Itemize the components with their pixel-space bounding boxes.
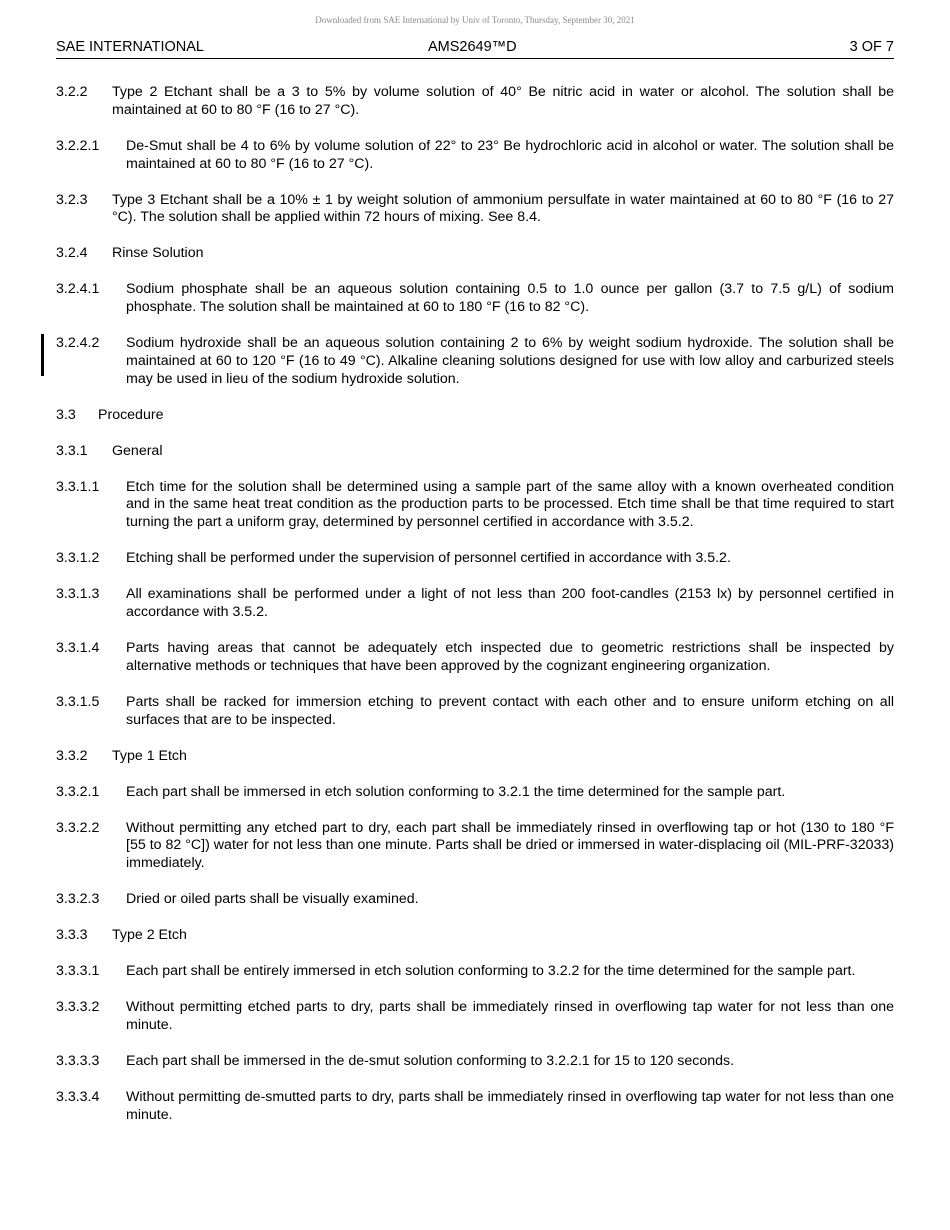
- download-watermark: Downloaded from SAE International by Univ of Toronto, Thursday, September 30, 2021: [315, 15, 635, 25]
- page-header: [56, 38, 894, 59]
- section-3-3-2: [56, 748, 894, 766]
- section-text: Each part shall be immersed in etch solution conforming to 3.2.1 the time determined for the sample part.: [126, 783, 786, 800]
- section-number: 3.3.3.3: [56, 1052, 100, 1069]
- section-3-2-4: [56, 245, 894, 263]
- section-number: 3.3.1: [56, 442, 88, 459]
- section-text: General: [112, 442, 163, 459]
- section-number: 3.3.1.3: [56, 586, 100, 603]
- section-3-3-1-4: [56, 640, 894, 676]
- section-3-3-3-4: [56, 1089, 894, 1125]
- section-number: 3.3.2.1: [56, 783, 100, 800]
- section-text: Without permitting etched parts to dry, parts shall be immediately rinsed in overflowing tap water for not less than one minute.: [126, 999, 894, 1033]
- section-3-3-3-3: [56, 1053, 894, 1071]
- section-text: Type 2 Etchant shall be a 3 to 5% by volume solution of 40° Be nitric acid in water or alcohol. The solution shall be maintained at 60 to 80 °F (16 to 27 °C).: [112, 84, 894, 118]
- section-number: 3.2.4: [56, 245, 88, 262]
- section-3-2-2-1: [56, 138, 894, 174]
- section-3-3-2-2: [56, 820, 894, 873]
- section-3-3-1-2: [56, 550, 894, 568]
- header-page-number: 3 OF 7: [849, 39, 894, 55]
- section-text: Type 3 Etchant shall be a 10% ± 1 by weight solution of ammonium persulfate in water maintained at 60 to 80 °F (16 to 27 °C). The solution shall be applied within 72 hours of mixing. See 8.4.: [112, 191, 894, 226]
- section-text: Each part shall be entirely immersed in etch solution conforming to 3.2.2 for the time determined for the sample part.: [126, 963, 856, 980]
- section-number: 3.3.1.1: [56, 478, 100, 495]
- section-number: 3.3.1.5: [56, 693, 100, 710]
- section-3-3-1-1: [56, 479, 894, 532]
- section-number: 3.2.3: [56, 191, 88, 208]
- section-3-3-2-1: [56, 784, 894, 802]
- section-3-3-3: [56, 927, 894, 945]
- section-number: 3.3.2.2: [56, 819, 100, 836]
- section-number: 3.3.1.2: [56, 550, 100, 567]
- section-text: Etch time for the solution shall be determined using a sample part of the same alloy with a known overheated condition and in the same heat treat condition as the production parts to be processed. Etch time shall be that time required to start turning the part a uniform gray, determined by personnel certified in accordance with 3.5.2.: [126, 478, 894, 531]
- document-body: [56, 84, 894, 1124]
- section-number: 3.3.3.4: [56, 1088, 100, 1105]
- section-text: De-Smut shall be 4 to 6% by volume solution of 22° to 23° Be hydrochloric acid in alcohol or water. The solution shall be maintained at 60 to 80 °F (16 to 27 °C).: [126, 137, 894, 172]
- section-number: 3.3.3.1: [56, 963, 100, 980]
- section-text: Etching shall be performed under the supervision of personnel certified in accordance with 3.5.2.: [126, 550, 731, 567]
- section-number: 3.3.3: [56, 927, 88, 944]
- section-text: Without permitting de-smutted parts to dry, parts shall be immediately rinsed in overflowing tap water for not less than one minute.: [126, 1088, 894, 1123]
- header-doc-id: AMS2649™D: [428, 39, 517, 55]
- section-3-3: [56, 407, 894, 425]
- section-text: All examinations shall be performed under a light of not less than 200 foot-candles (2153 lx) by personnel certified in accordance with 3.5.2.: [126, 586, 894, 621]
- section-text: Without permitting any etched part to dry, each part shall be immediately rinsed in overflowing tap or hot (130 to 180 °F [55 to 82 °C]) water for not less than one minute. Parts shall be dried or immersed in water-displacing oil (MIL-PRF-32033) immediately.: [126, 819, 894, 872]
- section-3-3-1: [56, 443, 894, 461]
- section-text: Procedure: [98, 406, 164, 423]
- header-org: SAE INTERNATIONAL: [56, 39, 204, 55]
- section-number: 3.3: [56, 406, 76, 423]
- section-number: 3.3.2.3: [56, 891, 100, 908]
- section-3-3-3-1: [56, 963, 894, 981]
- section-text: Type 1 Etch: [112, 747, 187, 764]
- section-number: 3.3.2: [56, 747, 88, 764]
- section-3-3-3-2: [56, 999, 894, 1035]
- section-text: Sodium hydroxide shall be an aqueous solution containing 2 to 6% by weight sodium hydroxide. The solution shall be maintained at 60 to 120 °F (16 to 49 °C). Alkaline cleaning solutions designed for use with low alloy and carburized steels may be used in lieu of the sodium hydroxide solution.: [126, 335, 894, 387]
- section-number: 3.2.2: [56, 84, 88, 100]
- section-3-3-1-3: [56, 586, 894, 622]
- section-number: 3.3.3.2: [56, 999, 100, 1016]
- section-text: Parts shall be racked for immersion etching to prevent contact with each other and to ensure uniform etching on all surfaces that are to be inspected.: [126, 693, 894, 728]
- revision-change-bar: [41, 334, 44, 376]
- section-number: 3.2.2.1: [56, 137, 100, 154]
- section-text: Rinse Solution: [112, 245, 204, 262]
- section-3-2-4-1: [56, 281, 894, 317]
- section-number: 3.2.4.2: [56, 335, 100, 352]
- section-3-2-4-2: [56, 335, 894, 388]
- section-text: Each part shall be immersed in the de-smut solution conforming to 3.2.2.1 for 15 to 120 seconds.: [126, 1052, 735, 1069]
- section-number: 3.3.1.4: [56, 640, 100, 656]
- section-3-2-3: [56, 192, 894, 228]
- section-text: Sodium phosphate shall be an aqueous solution containing 0.5 to 1.0 ounce per gallon (3.7 to 7.5 g/L) of sodium phosphate. The solution shall be maintained at 60 to 180 °F (16 to 82 °C).: [126, 281, 894, 316]
- section-3-3-2-3: [56, 891, 894, 909]
- section-text: Type 2 Etch: [112, 927, 187, 944]
- section-text: Dried or oiled parts shall be visually examined.: [126, 891, 419, 908]
- section-3-2-2: [56, 84, 894, 120]
- section-number: 3.2.4.1: [56, 281, 100, 298]
- section-text: Parts having areas that cannot be adequately etch inspected due to geometric restrictions shall be inspected by alternative methods or techniques that have been approved by the cognizant engineering organization.: [126, 640, 894, 674]
- section-3-3-1-5: [56, 694, 894, 730]
